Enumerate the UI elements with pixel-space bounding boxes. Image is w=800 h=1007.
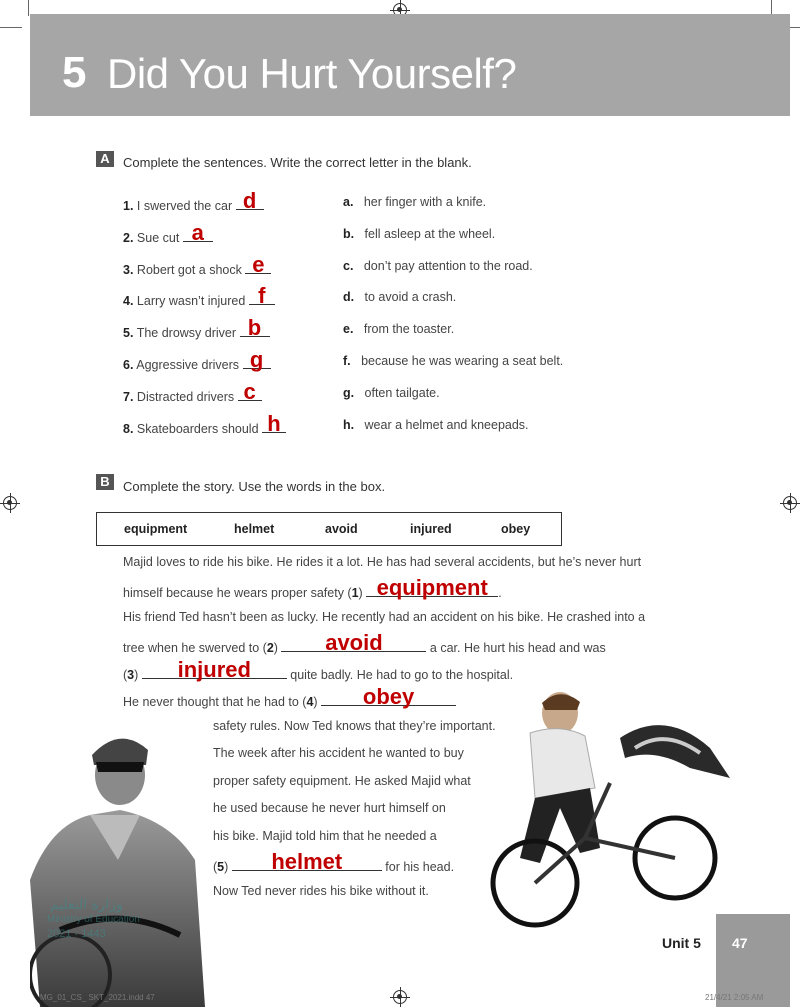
item-number: 3. — [123, 262, 134, 277]
option-text: wear a helmet and kneepads. — [364, 417, 529, 432]
matching-option — [343, 290, 456, 304]
item-text: Robert got a shock — [136, 262, 242, 277]
option-letter: d. — [343, 290, 355, 305]
matching-item — [123, 251, 271, 277]
answer-3: injured — [177, 657, 251, 682]
slug-left: MG_01_CS_ SKT_2021.indd 47 — [40, 993, 155, 1002]
matching-item — [123, 378, 262, 404]
word-box-item: helmet — [234, 522, 275, 536]
section-a-instruction: Complete the sentences. Write the correct letter in the blank. — [123, 155, 472, 170]
answer-blank-4[interactable] — [321, 684, 456, 709]
story-line: (3) injured quite badly. He had to go to the hospital. — [123, 657, 514, 682]
matching-option — [343, 354, 563, 368]
answer-1: equipment — [376, 575, 488, 600]
slug-right: 21/4/21 2:05 AM — [705, 993, 764, 1002]
registration-mark-icon — [3, 496, 17, 510]
matching-option — [343, 386, 440, 400]
answer-5: helmet — [271, 849, 343, 874]
answer-letter: e — [252, 251, 265, 277]
bmx-rider-photo — [485, 688, 740, 928]
page-title: Did You Hurt Yourself? — [107, 50, 517, 97]
answer-2: avoid — [325, 630, 383, 655]
story-line: Majid loves to ride his bike. He rides it a lot. He has had several accidents, but he’s never hurt — [123, 555, 642, 569]
crop-mark — [0, 27, 22, 28]
footer-unit-label: Unit 5 — [662, 935, 701, 951]
answer-blank[interactable] — [262, 410, 286, 436]
option-text: fell asleep at the wheel. — [364, 226, 496, 241]
section-b-instruction: Complete the story. Use the words in the box. — [123, 479, 386, 494]
item-number: 4. — [123, 294, 134, 309]
option-letter: e. — [343, 322, 354, 337]
item-number: 2. — [123, 230, 134, 245]
option-text: don’t pay attention to the road. — [363, 258, 533, 273]
story-line: himself because he wears proper safety (1) equipment . — [123, 575, 502, 600]
item-number: 1. — [123, 199, 134, 213]
item-number: 7. — [123, 389, 134, 404]
item-text: Aggressive drivers — [136, 358, 240, 372]
item-text: Skateboarders should — [136, 421, 259, 436]
story-line: His friend Ted hasn’t been as lucky. He recently had an accident on his bike. He crashed into a — [123, 610, 646, 624]
option-letter: c. — [343, 258, 354, 273]
page-number: 47 — [732, 935, 748, 951]
answer-blank[interactable] — [243, 347, 271, 372]
answer-letter: d — [242, 188, 257, 213]
story-line: his bike. Majid told him that he needed a — [213, 829, 437, 843]
word-box-item: avoid — [325, 522, 358, 536]
matching-item — [123, 410, 286, 436]
matching-item — [123, 315, 270, 341]
answer-blank[interactable] — [183, 219, 213, 245]
answer-letter: c — [243, 378, 256, 404]
item-text: Sue cut — [136, 230, 180, 245]
option-letter: a. — [343, 195, 354, 209]
matching-option — [343, 227, 495, 241]
answer-letter: g — [249, 347, 264, 372]
answer-letter: a — [191, 219, 204, 245]
option-text: to avoid a crash. — [364, 290, 457, 305]
watermark-english: Ministry of Education — [47, 914, 140, 925]
answer-letter: b — [247, 315, 262, 341]
item-text: I swerved the car — [136, 199, 233, 213]
option-text: often tailgate. — [364, 385, 440, 400]
option-letter: g. — [343, 385, 355, 400]
option-text: from the toaster. — [363, 322, 455, 337]
option-text: her finger with a knife. — [363, 195, 487, 209]
answer-letter: f — [258, 283, 266, 309]
answer-blank[interactable] — [236, 188, 264, 213]
option-letter: b. — [343, 226, 355, 241]
matching-item — [123, 347, 271, 372]
answer-blank[interactable] — [249, 283, 275, 309]
story-line: proper safety equipment. He asked Majid what — [213, 774, 471, 788]
answer-blank-2[interactable] — [281, 630, 426, 655]
option-letter: f. — [343, 354, 351, 368]
option-text: because he was wearing a seat belt. — [361, 354, 564, 368]
story-line: tree when he swerved to (2) avoid a car. He hurt his head and was — [123, 630, 606, 655]
registration-mark-icon — [783, 496, 797, 510]
word-box-item: obey — [501, 522, 531, 536]
matching-option — [343, 322, 454, 336]
answer-4: obey — [362, 684, 415, 709]
item-text: The drowsy driver — [136, 326, 237, 341]
story-line: (5) helmet for his head. — [213, 849, 455, 874]
section-a-label: A — [96, 151, 114, 167]
item-text: Larry wasn’t injured — [136, 294, 246, 309]
answer-letter: h — [267, 410, 281, 436]
option-letter: h. — [343, 417, 355, 432]
unit-number: 5 — [62, 48, 87, 97]
word-box-item: injured — [410, 522, 452, 536]
answer-blank-3[interactable] — [142, 657, 287, 682]
story-line: he used because he never hurt himself on — [213, 801, 446, 815]
answer-blank-1[interactable] — [366, 575, 498, 600]
answer-blank[interactable] — [240, 315, 270, 341]
matching-item — [123, 283, 275, 309]
answer-blank[interactable] — [238, 378, 262, 404]
item-number: 5. — [123, 326, 134, 341]
watermark-arabic: وزارة التعليم — [50, 896, 123, 912]
answer-blank[interactable] — [245, 251, 271, 277]
story-line: The week after his accident he wanted to buy — [213, 746, 464, 760]
watermark-year: 2021 - 1443 — [47, 928, 106, 940]
matching-item — [123, 188, 264, 213]
registration-mark-icon — [393, 990, 407, 1004]
crop-mark — [28, 0, 29, 16]
story-line: Now Ted never rides his bike without it. — [213, 884, 429, 898]
story-line: He never thought that he had to (4) obey — [123, 691, 456, 709]
word-box-item: equipment — [124, 522, 188, 536]
cyclist-photo — [30, 720, 205, 1007]
word-box — [96, 512, 562, 546]
matching-option — [343, 195, 486, 209]
item-number: 6. — [123, 358, 134, 372]
matching-option — [343, 259, 533, 273]
matching-item — [123, 219, 213, 245]
matching-option — [343, 418, 529, 432]
story-line: safety rules. Now Ted knows that they’re important. — [213, 719, 496, 733]
item-text: Distracted drivers — [136, 389, 235, 404]
item-number: 8. — [123, 421, 134, 436]
section-b-label: B — [96, 474, 114, 490]
